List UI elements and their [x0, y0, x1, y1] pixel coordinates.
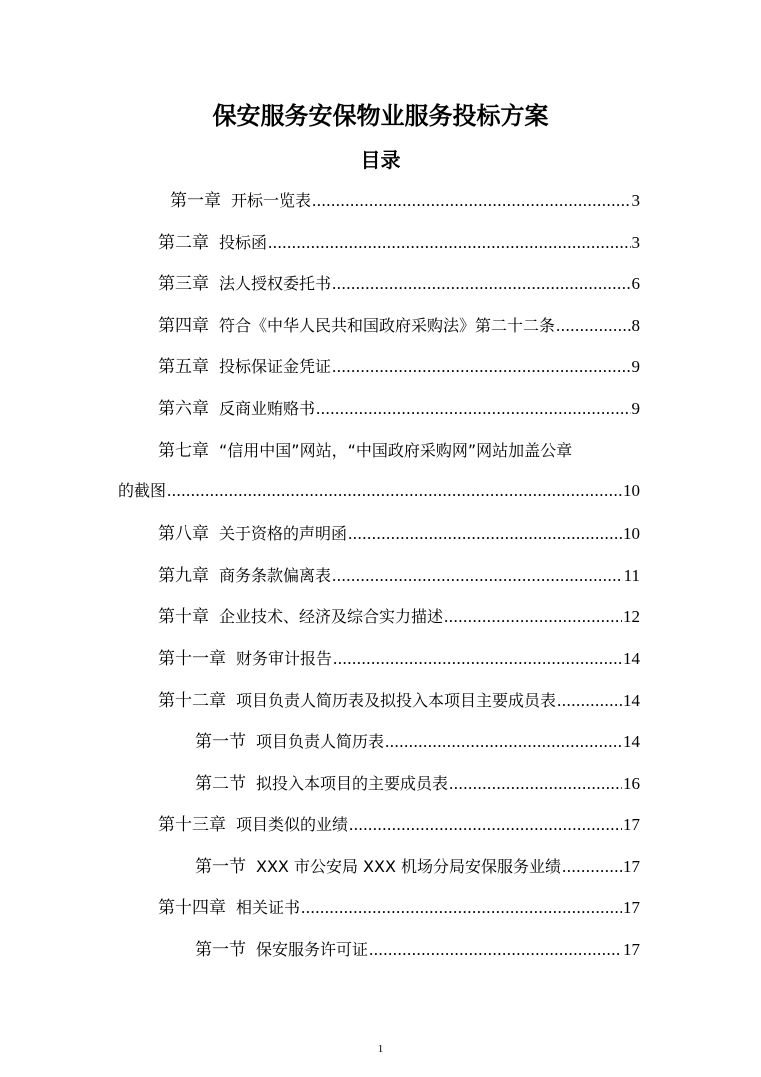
- toc-section-entry[interactable]: [195, 935, 640, 959]
- toc-title-continued: 的截图: [118, 481, 167, 500]
- toc-entry[interactable]: [158, 810, 640, 834]
- toc-prefix: 第十二章: [158, 691, 226, 710]
- toc-entry[interactable]: [158, 352, 640, 376]
- toc-prefix: 第五章: [158, 357, 209, 376]
- toc-title: 企业技术、经济及综合实力描述: [219, 607, 444, 626]
- toc-page: 9: [631, 357, 640, 376]
- toc-title: 关于资格的声明函: [219, 524, 348, 543]
- toc-entry[interactable]: [158, 686, 640, 710]
- dot-leader: [312, 191, 630, 211]
- toc-page: 14: [623, 649, 640, 668]
- toc-page: 17: [623, 815, 640, 834]
- dot-leader: [556, 316, 630, 336]
- toc-prefix: 第三章: [158, 274, 209, 293]
- dot-leader: [385, 732, 622, 752]
- toc-title: 项目负责人简历表: [256, 732, 385, 751]
- toc-prefix: 第六章: [158, 399, 209, 418]
- dot-leader: [444, 607, 622, 627]
- dot-leader: [332, 357, 630, 377]
- toc-page: 3: [631, 233, 640, 252]
- dot-leader: [349, 815, 622, 835]
- toc-page: 12: [623, 607, 640, 626]
- page-number: 1: [377, 1043, 384, 1055]
- toc-entry[interactable]: [158, 269, 640, 293]
- toc-prefix: 第一节: [195, 940, 246, 959]
- toc-prefix: 第二节: [195, 774, 246, 793]
- dot-leader: [268, 233, 630, 253]
- toc-prefix: 第十三章: [158, 815, 226, 834]
- dot-leader: [301, 898, 622, 918]
- toc-entry[interactable]: [158, 394, 640, 418]
- dot-leader: [369, 940, 622, 960]
- toc-page: 6: [631, 274, 640, 293]
- toc-entry[interactable]: [158, 561, 640, 585]
- dot-leader: [332, 274, 630, 294]
- toc-title: 相关证书: [236, 898, 301, 917]
- toc-title: 财务审计报告: [236, 649, 333, 668]
- toc-entry-first-line[interactable]: [158, 436, 572, 461]
- toc-page: 11: [623, 566, 640, 585]
- toc-entry[interactable]: [158, 602, 640, 626]
- toc-prefix: 第十四章: [158, 898, 226, 917]
- toc-page: 14: [623, 691, 640, 710]
- toc-title: 反商业贿赂书: [219, 399, 316, 418]
- toc-title: “信用中国”网站，“中国政府采购网”网站加盖公章: [219, 441, 573, 460]
- toc-entry[interactable]: [158, 311, 640, 335]
- toc-prefix: 第一章: [170, 191, 221, 210]
- dot-leader: [562, 857, 622, 877]
- dot-leader: [167, 481, 622, 501]
- dot-leader: [316, 399, 630, 419]
- toc-page: 17: [623, 940, 640, 959]
- dot-leader: [332, 566, 623, 586]
- toc-title: 投标保证金凭证: [219, 357, 332, 376]
- toc-prefix: 第四章: [158, 316, 209, 335]
- toc-page: 10: [623, 524, 640, 543]
- toc-page: 14: [623, 732, 640, 751]
- dot-leader: [333, 649, 622, 669]
- toc-page: 17: [623, 857, 640, 876]
- toc-entry-continuation[interactable]: [118, 478, 640, 502]
- toc-prefix: 第二章: [158, 233, 209, 252]
- toc-entry[interactable]: [158, 893, 640, 917]
- toc-title: 项目类似的业绩: [236, 815, 349, 834]
- toc-prefix: 第七章: [158, 441, 209, 460]
- document-title: 保安服务安保物业服务投标方案: [212, 102, 549, 130]
- toc-entry[interactable]: [158, 519, 640, 543]
- toc-page: 9: [631, 399, 640, 418]
- toc-page: 8: [631, 316, 640, 335]
- toc-prefix: 第一节: [195, 857, 246, 876]
- dot-leader: [557, 691, 622, 711]
- toc-prefix: 第十章: [158, 607, 209, 626]
- toc-title: 保安服务许可证: [256, 940, 369, 959]
- toc-section-entry[interactable]: [195, 769, 640, 793]
- toc-title: 拟投入本项目的主要成员表: [256, 774, 449, 793]
- toc-title: XXX 市公安局 XXX 机场分局安保服务业绩: [256, 857, 562, 876]
- toc-section-entry[interactable]: [195, 852, 640, 876]
- dot-leader: [449, 774, 622, 794]
- toc-title: 投标函: [219, 233, 268, 252]
- toc-title: 商务条款偏离表: [219, 566, 332, 585]
- dot-leader: [348, 524, 622, 544]
- toc-page: 16: [623, 774, 640, 793]
- toc-prefix: 第九章: [158, 566, 209, 585]
- toc-page: 17: [623, 898, 640, 917]
- toc-title: 法人授权委托书: [219, 274, 332, 293]
- toc-title: 符合《中华人民共和国政府采购法》第二十二条: [219, 316, 556, 335]
- toc-prefix: 第一节: [195, 732, 246, 751]
- toc-prefix: 第十一章: [158, 649, 226, 668]
- toc-page: 3: [631, 191, 640, 210]
- toc-section-entry[interactable]: [195, 727, 640, 751]
- toc-heading: 目录: [360, 148, 401, 172]
- toc-prefix: 第八章: [158, 524, 209, 543]
- toc-page: 10: [623, 481, 640, 500]
- toc-entry[interactable]: [170, 186, 640, 210]
- toc-title: 项目负责人简历表及拟投入本项目主要成员表: [236, 691, 557, 710]
- toc-entry[interactable]: [158, 228, 640, 252]
- toc-title: 开标一览表: [231, 191, 312, 210]
- toc-entry[interactable]: [158, 644, 640, 668]
